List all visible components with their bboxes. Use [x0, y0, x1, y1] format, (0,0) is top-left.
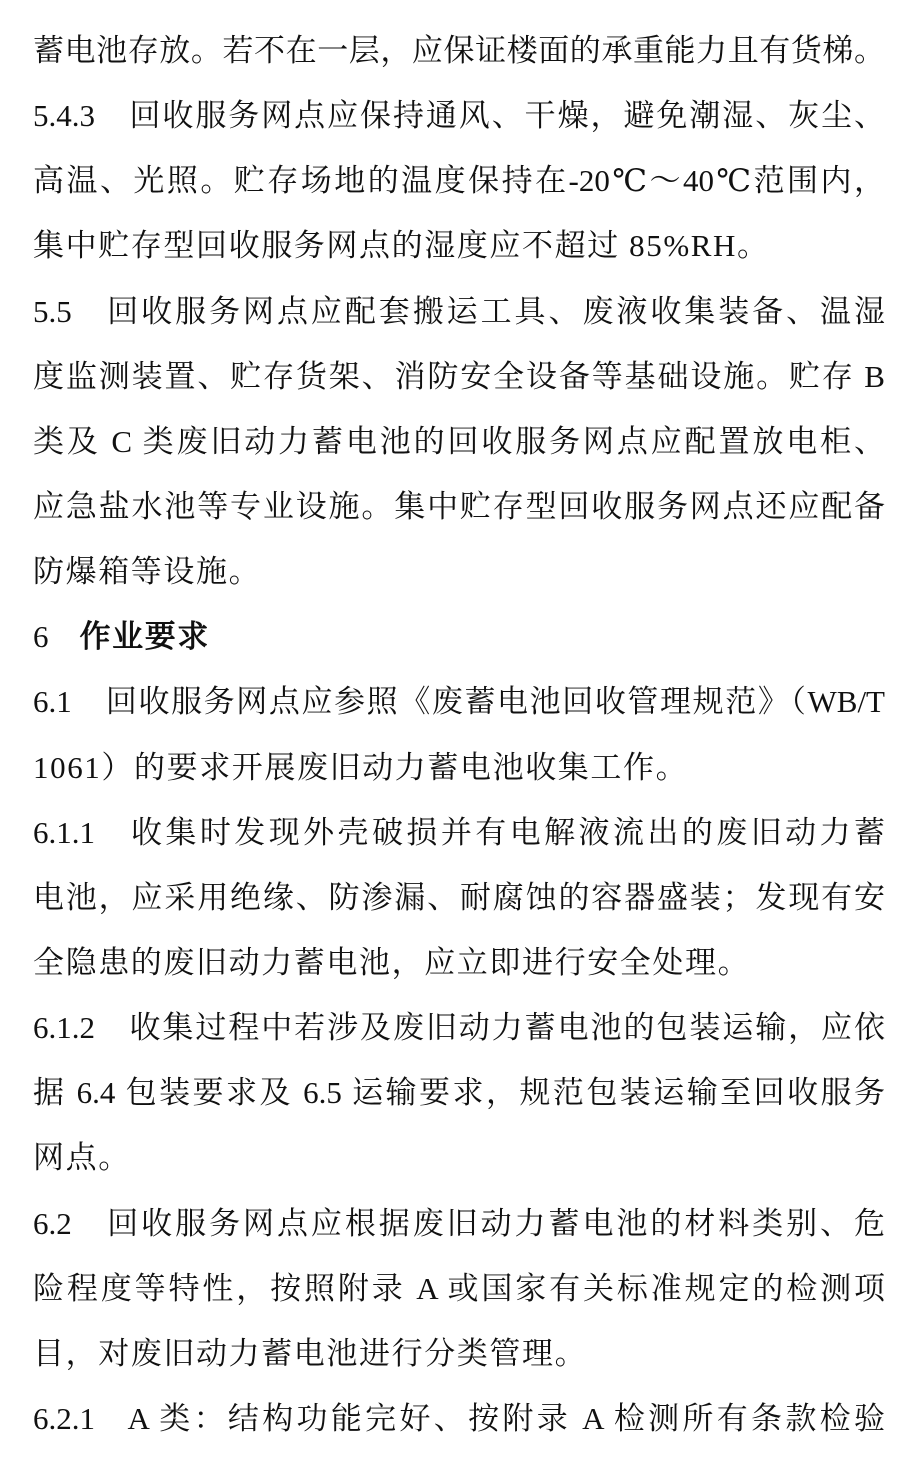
- text-line: [33, 865, 885, 930]
- text-line: [33, 83, 885, 148]
- text-line: [33, 213, 885, 278]
- clause-6-1-1: [33, 800, 885, 995]
- clause-text: 回收服务网点应配套搬运工具、废液收集装备、温湿: [104, 293, 885, 329]
- clause-text: 全隐患的废旧动力蓄电池，应立即进行安全处理。: [33, 944, 751, 980]
- text-line: [33, 930, 885, 995]
- text-line: [33, 148, 885, 213]
- section-title: 作业要求: [79, 619, 210, 656]
- text-line: [33, 18, 885, 83]
- clause-number: 5.5: [33, 293, 72, 329]
- clause-text: 回收服务网点应保持通风、干燥，避免潮湿、灰尘、: [127, 98, 885, 134]
- text-line: [33, 1256, 885, 1321]
- clause-text: 险程度等特性，按照附录 A 或国家有关标准规定的检测项: [33, 1270, 885, 1306]
- clause-number: 6.2.1: [33, 1400, 95, 1436]
- clause-text: 据 6.4 包装要求及 6.5 运输要求，规范包装运输至回收服务: [33, 1075, 885, 1111]
- text-line: [33, 735, 885, 800]
- text-line: [33, 539, 885, 604]
- text-line: [33, 409, 885, 474]
- clause-text: 应急盐水池等专业设施。集中贮存型回收服务网点还应配备: [33, 488, 885, 524]
- clause-number: 5.4.3: [33, 98, 95, 134]
- clause-text: 目，对废旧动力蓄电池进行分类管理。: [33, 1335, 588, 1371]
- text-line: [33, 474, 885, 539]
- clause-number: 6.1: [33, 684, 72, 720]
- text-line: [33, 1321, 885, 1386]
- clause-continuation: [33, 18, 885, 83]
- clause-text: 度监测装置、贮存货架、消防安全设备等基础设施。贮存 B: [33, 358, 885, 394]
- text-line: [33, 669, 885, 734]
- clause-text: 集中贮存型回收服务网点的湿度应不超过 85%RH。: [33, 228, 770, 264]
- clause-6-2: [33, 1191, 885, 1386]
- clause-6-1-2: [33, 995, 885, 1190]
- clause-text: A 类：结构功能完好、按附录 A 检测所有条款检验: [127, 1400, 885, 1436]
- clause-number: 6.1.1: [33, 814, 95, 850]
- text-line: [33, 1060, 885, 1125]
- clause-text: 电池，应采用绝缘、防渗漏、耐腐蚀的容器盛装；发现有安: [33, 879, 885, 915]
- clause-5-5: [33, 279, 885, 605]
- text-line: [33, 344, 885, 409]
- clause-number: 6.1.2: [33, 1010, 95, 1046]
- clause-text: 网点。: [33, 1140, 131, 1176]
- text-line: [33, 1125, 885, 1190]
- text-line: [33, 995, 885, 1060]
- text-line: [33, 1191, 885, 1256]
- clause-text: 高温、光照。贮存场地的温度保持在-20℃～40℃范围内，: [33, 163, 885, 199]
- clause-text: 1061）的要求开展废旧动力蓄电池收集工作。: [33, 749, 689, 785]
- clause-text: 收集过程中若涉及废旧动力蓄电池的包装运输，应依: [127, 1010, 885, 1046]
- clause-5-4-3: [33, 83, 885, 278]
- section-heading: [33, 604, 885, 669]
- clause-text: 蓄电池存放。若不在一层，应保证楼面的承重能力且有货梯。: [33, 33, 885, 68]
- clause-6-1: [33, 669, 885, 799]
- clause-text: 防爆箱等设施。: [33, 554, 262, 590]
- clause-text: 回收服务网点应参照《废蓄电池回收管理规范》（WB/T: [104, 684, 885, 720]
- text-line: [33, 800, 885, 865]
- clause-number: 6.2: [33, 1205, 72, 1241]
- clause-text: 类及 C 类废旧动力蓄电池的回收服务网点应配置放电柜、: [33, 423, 885, 459]
- section-number: 6: [33, 619, 49, 655]
- text-line: [33, 279, 885, 344]
- clause-6-2-1: [33, 1386, 885, 1451]
- text-line: [33, 1386, 885, 1451]
- clause-text: 收集时发现外壳破损并有电解液流出的废旧动力蓄: [127, 814, 885, 850]
- clause-text: 回收服务网点应根据废旧动力蓄电池的材料类别、危: [104, 1205, 885, 1241]
